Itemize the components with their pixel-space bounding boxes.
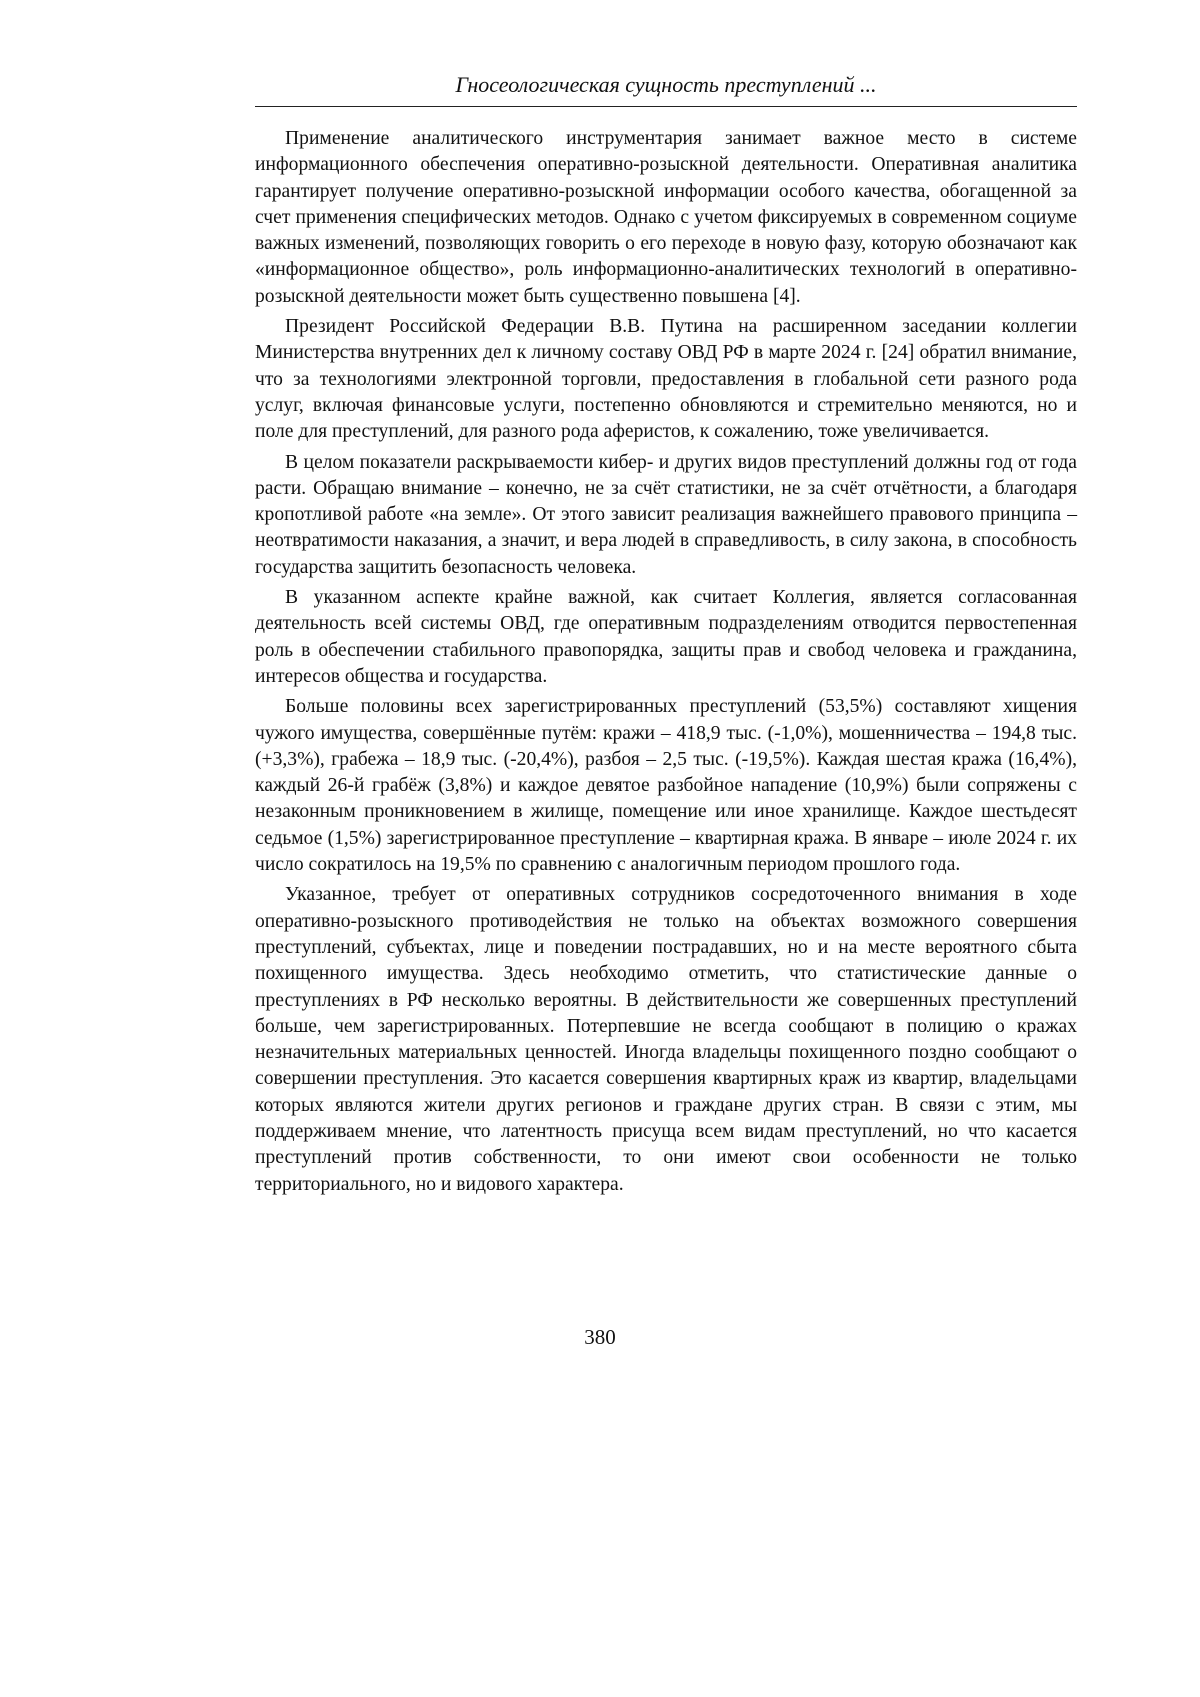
paragraph: Указанное, требует от оперативных сотрудников сосредоточенного внимания в ходе оперативно-розыскного противодействия не только на объектах возможного совершения преступлений, субъектах, лице и поведении пострадавших, но и на месте вероятного сбыта похищенного имущества. Здесь необходимо отметить, что статистические данные о преступлениях в РФ несколько вероятны. В действительности же совершенных преступлений больше, чем зарегистрированных. Потерпевшие не всегда сообщают в полицию о кражах незначительных материальных ценностей. Иногда владельцы похищенного поздно сообщают о совершении преступления. Это касается совершения квартирных краж из квартир, владельцами которых являются жители других регионов и граждане других стран. В связи с этим, мы поддерживаем мнение, что латентность присуща всем видам преступлений, но что касается преступлений против собственности, то они имеют свои особенности не только территориального, но и видового характера. xyxy=(255,882,1077,1198)
paragraph: Президент Российской Федерации В.В. Путина на расширенном заседании коллегии Министерства внутренних дел к личному составу ОВД РФ в марте 2024 г. [24] обратил внимание, что за технологиями электронной торговли, предоставления в глобальной сети разного рода услуг, включая финансовые услуги, постепенно обновляются и стремительно меняются, но и поле для преступлений, для разного рода аферистов, к сожалению, тоже увеличивается. xyxy=(255,314,1077,445)
paragraph: В указанном аспекте крайне важной, как считает Коллегия, является согласованная деятельность всей системы ОВД, где оперативным подразделениям отводится первостепенная роль в обеспечении стабильного правопорядка, защиты прав и свобод человека и гражданина, интересов общества и государства. xyxy=(255,585,1077,690)
document-page xyxy=(0,0,1200,1697)
paragraph: Применение аналитического инструментария занимает важное место в системе информационного обеспечения оперативно-розыскной деятельности. Оперативная аналитика гарантирует получение оперативно-розыскной информации особого качества, обогащенной за счет применения специфических методов. Однако с учетом фиксируемых в современном социуме важных изменений, позволяющих говорить о его переходе в новую фазу, которую обозначают как «информационное общество», роль информационно-аналитических технологий в оперативно-розыскной деятельности может быть существенно повышена [4]. xyxy=(255,126,1077,310)
page-number: 380 xyxy=(0,1325,1200,1350)
body-text xyxy=(255,126,1077,1202)
paragraph: Больше половины всех зарегистрированных преступлений (53,5%) составляют хищения чужого имущества, совершённые путём: кражи – 418,9 тыс. (-1,0%), мошенничества – 194,8 тыс. (+3,3%), грабежа – 18,9 тыс. (-20,4%), разбоя – 2,5 тыс. (-19,5%). Каждая шестая кража (16,4%), каждый 26-й грабёж (3,8%) и каждое девятое разбойное нападение (10,9%) были сопряжены с незаконным проникновением в жилище, помещение или иное хранилище. Каждое шестьдесят седьмое (1,5%) зарегистрированное преступление – квартирная кража. В январе – июле 2024 г. их число сократилось на 19,5% по сравнению с аналогичным периодом прошлого года. xyxy=(255,694,1077,878)
running-header: Гносеологическая сущность преступлений ... xyxy=(255,70,1077,107)
paragraph: В целом показатели раскрываемости кибер- и других видов преступлений должны год от года расти. Обращаю внимание – конечно, не за счёт статистики, не за счёт отчётности, а благодаря кропотливой работе «на земле». От этого зависит реализация важнейшего правового принципа – неотвратимости наказания, а значит, и вера людей в справедливость, в силу закона, в способность государства защитить безопасность человека. xyxy=(255,450,1077,581)
